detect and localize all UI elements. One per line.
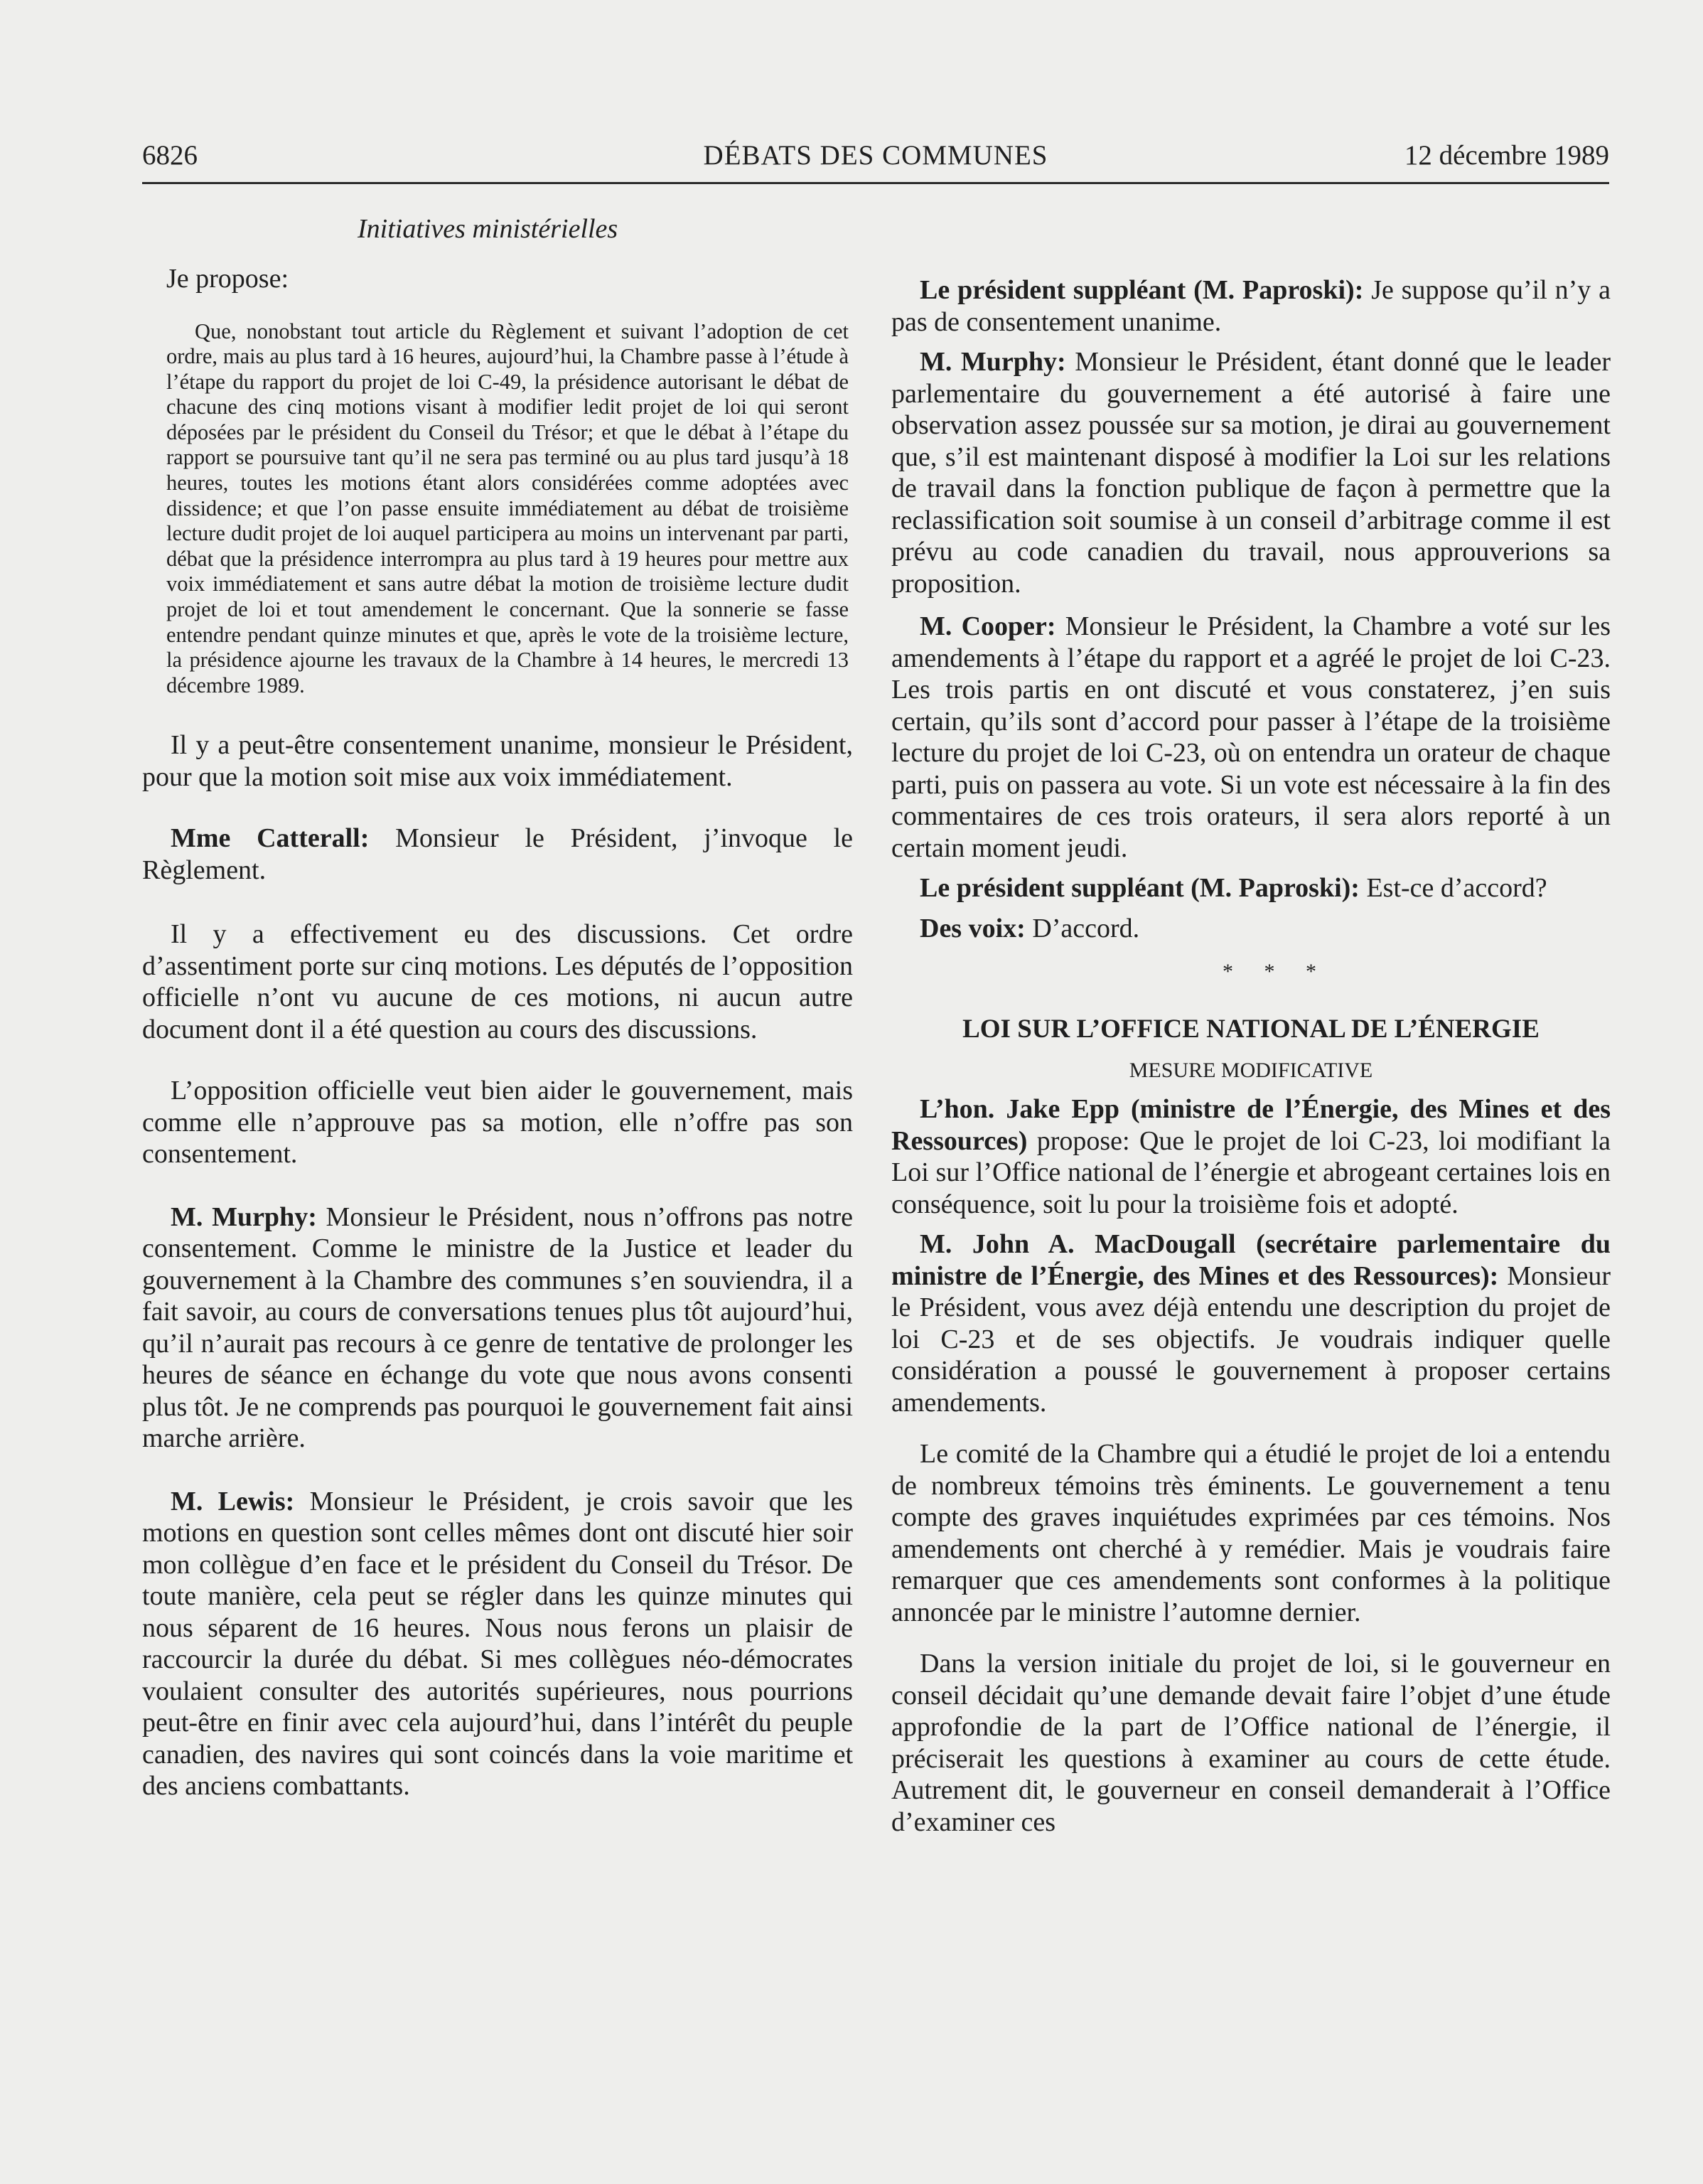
section-subheading: MESURE MODIFICATIVE — [1129, 1059, 1373, 1082]
speech-paproski — [891, 274, 1611, 338]
speech-epp — [891, 1093, 1611, 1220]
right-column — [891, 213, 1611, 1838]
speech-catterall — [142, 823, 853, 886]
page-number: 6826 — [142, 140, 198, 171]
paragraph: Dans la version initiale du projet de loi, si le gouverneur en conseil décidait qu’une demande devait faire l’objet d’une étude approfondie de la part de l’Office national de l’énergie, il préciserait les questions à examiner au cours de cette étude. Autrement dit, le gouverneur en conseil demanderait à l’Office d’examiner ces — [891, 1649, 1611, 1837]
speaker-name: M. Murphy: — [920, 347, 1066, 377]
speech-murphy — [142, 1201, 853, 1455]
speech-text: Monsieur le Président, la Chambre a voté sur les amendements à l’étape du rapport et a agréé le projet de loi C-23. Les trois partis en ont discuté et vous constaterez, j’en suis certain, qu’ils sont d’accord pour passer à l’étape de la troisième lecture du projet de loi C-23, où on entendra un orateur de chaque parti, puis on passera au vote. Si un vote est nécessaire à la fin des commentaires de ces trois orateurs, il sera alors reporté à un certain moment jeudi. — [891, 611, 1611, 863]
speech-text: Monsieur le Président, vous avez déjà entendu une description du projet de loi C-23 et de ses objectifs. Je voudrais indiquer quelle considération a poussé le gouvernement à proposer certains amendements. — [891, 1260, 1611, 1418]
propose-line: Je propose: — [166, 264, 289, 294]
speaker-name: L’hon. Jake Epp (ministre de l’Énergie, des Mines et des Ressources) — [891, 1094, 1611, 1156]
speaker-name: Le président suppléant (M. Paproski): — [920, 873, 1360, 903]
speaker-name: M. Cooper: — [920, 611, 1056, 641]
speech-murphy — [891, 346, 1611, 599]
speech-text: Monsieur le Président, je crois savoir que les motions en question sont celles mêmes dont ont discuté hier soir mon collègue d’en face et le président du Conseil du Trésor. De toute manière, cela peut se régler dans les quinze minutes qui nous séparent de 16 heures. Nous nous ferons un plaisir de raccourcir la durée du débat. Si mes collègues néo-démocrates voulaient consulter des autorités supérieures, nous pourrions peut-être en finir avec cela aujourd’hui, dans l’intérêt du peuple canadien, des navires qui sont coincés dans la voie maritime et des anciens combattants. — [142, 1486, 853, 1802]
speaker-name: M. Lewis: — [171, 1486, 295, 1516]
paragraph: Le comité de la Chambre qui a étudié le projet de loi a entendu de nombreux témoins très éminents. Le gouvernement a tenu compte des graves inquiétudes exprimées par ces témoins. Nos amendements ont cherché à y remédier. Mais je voudrais faire remarquer que ces amendements sont conformes à la politique annoncée par le ministre l’automne dernier. — [891, 1439, 1611, 1627]
section-heading: LOI SUR L’OFFICE NATIONAL DE L’ÉNERGIE — [962, 1015, 1540, 1044]
speaker-name: M. Murphy: — [171, 1201, 317, 1232]
speech-text: Je suppose qu’il n’y a pas de consentement unanime. — [891, 275, 1611, 337]
paragraph: L’opposition officielle veut bien aider le gouvernement, mais comme elle n’approuve pas sa motion, elle n’offre pas son consentement. — [142, 1076, 853, 1169]
speech-paproski — [891, 872, 1611, 904]
motion-text: Que, nonobstant tout article du Règlement et suivant l’adoption de cet ordre, mais au plus tard à 16 heures, aujourd’hui, la Chambre passe à l’étude à l’étape du rapport du projet de loi C-49, la présidence autorisant le débat de chacune des cinq motions visant à modifier ledit projet de loi qui seront déposées par le président du Conseil du Trésor; et que le débat à l’étape du rapport se poursuive tant qu’il ne sera pas terminé ou au plus tard jusqu’à 18 heures, toutes les motions étant alors considérées comme adoptées avec dissidence; et que l’on passe ensuite immédiatement au débat de troisième lecture dudit projet de loi auquel participera au moins un intervenant par parti, débat que la présidence interrompra au plus tard à 19 heures pour mettre aux voix immédiatement et sans autre débat la motion de troisième lecture dudit projet de loi et tout amendement le concernant. Que la sonnerie se fasse entendre pendant quinze minutes et que, après le vote de la troisième lecture, la présidence ajourne les travaux de la Chambre à 14 heures, le mercredi 13 décembre 1989. — [166, 318, 849, 697]
speech-text: propose: Que le projet de loi C-23, loi modifiant la Loi sur l’Office national de l’énergie et abrogeant certaines lois en conséquence, soit lu pour la troisième fois et adopté. — [891, 1125, 1611, 1219]
left-column — [142, 213, 853, 1802]
speech-text: Monsieur le Président, nous n’offrons pas notre consentement. Comme le ministre de la Justice et leader du gouvernement à la Chambre des communes s’en souviendra, il a fait savoir, au cours de conversations tenues plus tôt aujourd’hui, qu’il n’aurait pas recours à ce genre de tentative de prolonger les heures de séance en échange du vote que nous avons consenti plus tôt. Je ne comprends pas pourquoi le gouvernement fait ainsi marche arrière. — [142, 1201, 853, 1454]
speaker-name: Mme Catterall: — [171, 823, 370, 854]
speech-macdougall — [891, 1228, 1611, 1418]
page-header — [142, 139, 1609, 184]
speech-text: Monsieur le Président, j’invoque le Règlement. — [142, 823, 854, 885]
speech-text: D’accord. — [1025, 913, 1140, 943]
speech-text: Est-ce d’accord? — [1359, 873, 1547, 903]
speaker-name: Le président suppléant (M. Paproski): — [920, 275, 1364, 305]
speech-voices — [891, 913, 1611, 945]
publication-title: DÉBATS DES COMMUNES — [703, 140, 1048, 171]
speaker-name: M. John A. MacDougall (secrétaire parlementaire du ministre de l’Énergie, des Mines et des Ressources): — [891, 1229, 1611, 1291]
section-label: Initiatives ministérielles — [358, 214, 618, 244]
speaker-name: Des voix: — [920, 913, 1026, 943]
publication-date: 12 décembre 1989 — [1404, 140, 1609, 171]
speech-text: Monsieur le Président, étant donné que le leader parlementaire du gouvernement a été autorisé à faire une observation assez poussée sur sa motion, je dirai au gouvernement que, s’il est maintenant disposé à modifier la Loi sur les relations de travail dans la fonction publique de façon à permettre que la reclassification soit soumise à un conseil d’arbitrage comme il est prévu au code canadien du travail, nous approuverions sa proposition. — [891, 347, 1611, 599]
section-separator: * * * — [1223, 960, 1329, 983]
speech-cooper — [891, 611, 1611, 864]
paragraph: Il y a peut-être consentement unanime, monsieur le Président, pour que la motion soit mise aux voix immédiatement. — [142, 730, 853, 792]
paragraph: Il y a effectivement eu des discussions. Cet ordre d’assentiment porte sur cinq motions. Les députés de l’opposition officielle n’ont vu aucune de ces motions, ni aucun autre document dont il a été question au cours des discussions. — [142, 919, 853, 1044]
speech-lewis — [142, 1486, 853, 1802]
